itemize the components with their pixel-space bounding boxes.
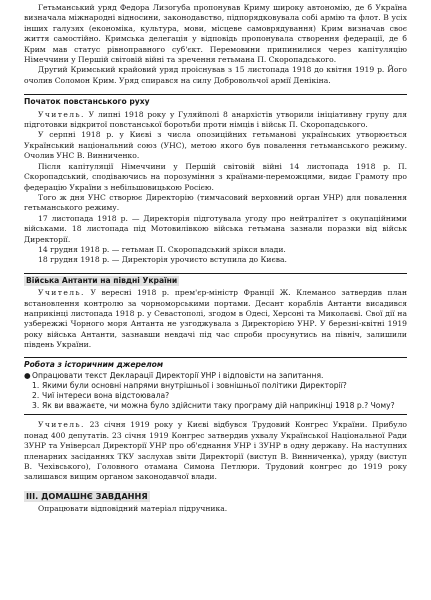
question-number: 1. xyxy=(32,380,40,390)
speaker-label: Учитель. xyxy=(38,288,85,298)
paragraph-text: У вересні 1918 р. прем'єр-міністр Франції Ж. Клемансо затвердив план встановлення контролю за чорноморськими портами. Десант кораблів Антанти висадився наприкінці листопада 1918 р. у Севастополі, згодом в Одесі, Херсоні та Миколаєві. Свої дії на узбережжі Чорного моря Антанта не узгоджувала з Директорією УНР. У березні-квітні 1919 року війська Антанти, зазнавши невдачі під час спроби просунутись на північ, залишили південь України. xyxy=(24,288,407,350)
paragraph: 18 грудня 1918 р. — Директорія урочисто вступила до Києва. xyxy=(38,255,287,265)
paragraph: У серпні 1918 р. у Києві з числа опозиційних гетьманові українських утворюється Український національний союз (УНС), метою якого був повалення гетьманського режиму. Очолив УНС В. Винниченко. xyxy=(24,130,407,161)
paragraph: Після капітуляції Німеччини у Першій світовій війні 14 листопада 1918 р. П. Скоропадський, сподіваючись на порозуміння з країнами-переможцями, видає Грамоту про федерацію України з небільшовицькою Росією. xyxy=(24,161,407,192)
paragraph-text: У липні 1918 року у Гуляйполі 8 анархістів утворили ініціативну групу для підготовки відкритої повстанської боротьби проти німців і військ П. Скоропадського. xyxy=(24,109,407,130)
task-item xyxy=(24,371,407,381)
speaker-label: Учитель. xyxy=(38,420,85,430)
paragraph xyxy=(24,110,407,131)
task-text: Опрацювати текст Декларації Директорії УНР і відповісти на запитання. xyxy=(32,370,324,380)
question-item xyxy=(24,401,407,411)
uprising-section xyxy=(24,94,407,266)
section-heading: Початок повстанського руху xyxy=(24,97,150,107)
question-number: 3. xyxy=(32,401,40,411)
entente-section xyxy=(24,273,407,351)
section-heading-bar xyxy=(24,94,407,107)
paragraph: Гетьманський уряд Федора Лизогуба пропонував Криму широку автономію, де б Україна визначала міжнародні відносини, законодавство, підпорядковувала собі армію та флот. В усіх інших галузях (економіка, культура, мови, місцеве самоврядування) Крим визначав своє життя самостійно. Кримська делегація у відповідь пропонувала створення федерації, де б Крим мав статус рівноправного суб'єкт. Перемовини припинилися через капітуляцію Німеччини у Першій світовій війні та зречення гетьмана П. Скоропадського. xyxy=(24,3,407,65)
question-text: Чиї інтереси вона відстоювала? xyxy=(42,391,170,400)
homework-text: Опрацювати відповідний матеріал підручника. xyxy=(38,503,228,513)
homework-section xyxy=(24,491,407,514)
question-item xyxy=(24,381,407,391)
question-number: 2. xyxy=(32,391,40,400)
paragraph xyxy=(24,420,407,482)
paragraph: Другий Кримський крайовий уряд проіснував з 15 листопада 1918 до квітня 1919 р. Його очолив Соломон Крим. Уряд спирався на силу Добровольчої армії Денікіна. xyxy=(24,65,407,85)
question-item xyxy=(24,391,407,401)
section-heading-bar xyxy=(24,273,407,286)
paragraph-text: 23 січня 1919 року у Києві відбувся Трудовий Конгрес України. Прибуло понад 400 депутатів. 23 січня 1919 Конгрес затвердив ухвалу Української Національної Ради ЗУНР та Універсал Директорії УНР про об'єднання УНР і ЗУНР в одну державу. На наступних пленарних засіданнях ТКУ заслухав звіти Директорії (виступ В. Винниченка), уряду (виступ В. Чехівського), Головного отамана Симона Петлюри. Трудовий конгрес до 1919 року залишався вищим органом законодавчої влади. xyxy=(24,420,407,482)
section-heading: Війська Антанти на півдні України xyxy=(26,275,178,285)
source-task-box xyxy=(24,357,407,416)
speaker-label: Учитель. xyxy=(38,109,85,119)
box-title: Робота з історичним джерелом xyxy=(24,359,164,369)
congress-section xyxy=(24,420,407,482)
paragraph xyxy=(24,288,407,350)
paragraph: 14 грудня 1918 р. — гетьман П. Скоропадський зрікся влади. xyxy=(38,244,286,254)
question-text: Якими були основні напрями внутрішньої і зовнішньої політики Директорії? xyxy=(42,380,347,390)
homework-heading: III. ДОМАШНЄ ЗАВДАННЯ xyxy=(26,490,148,501)
bullet-icon: ● xyxy=(24,370,31,380)
paragraph: 17 листопада 1918 р. — Директорія підготувала угоду про нейтралітет з окупаційними військами. 18 листопада під Мотовилівкою війська гетьмана зазнали поразки від військ Директорії. xyxy=(24,213,407,244)
paragraph: Того ж дня УНС створює Директорію (тимчасовий верховний орган УНР) для повалення гетьманського режиму. xyxy=(24,192,407,213)
intro-section xyxy=(24,3,407,86)
question-text: Як ви вважаєте, чи можна було здійснити таку програму дій наприкінці 1918 р.? Чому? xyxy=(42,401,395,411)
